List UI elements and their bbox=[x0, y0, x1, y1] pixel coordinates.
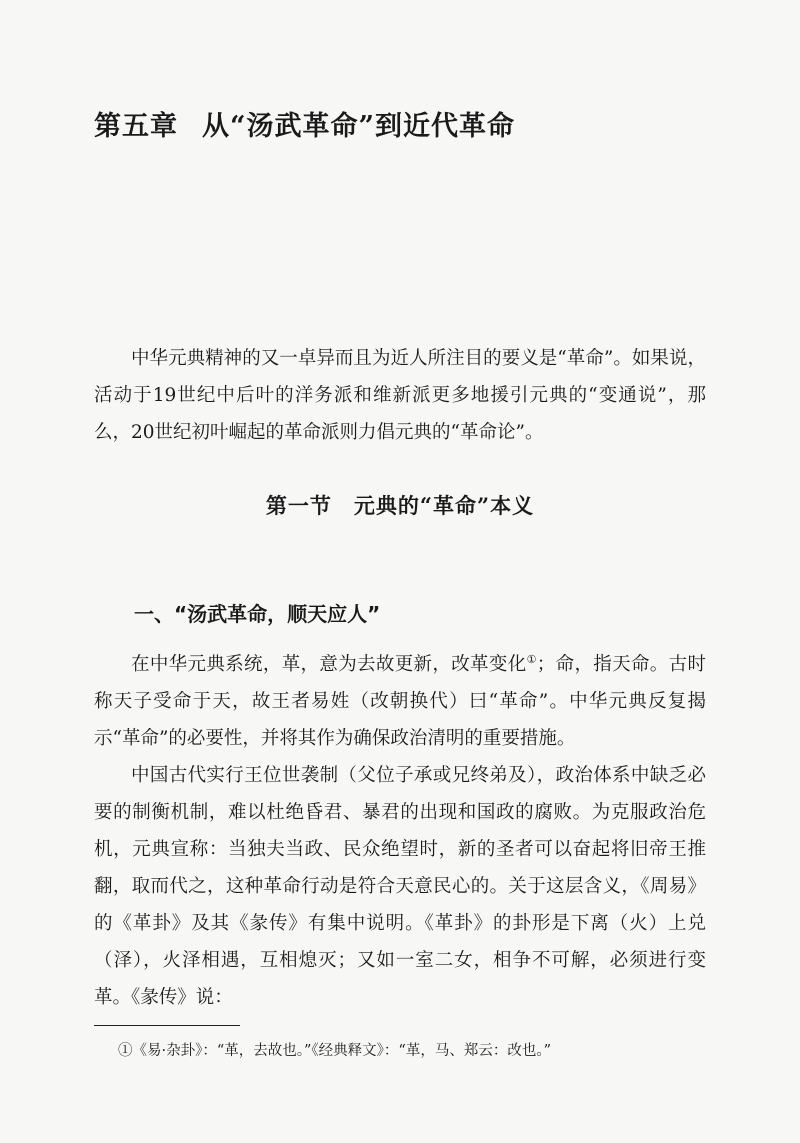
chapter-heading bbox=[94, 104, 515, 143]
chapter-title: 从“汤武革命”到近代革命 bbox=[202, 111, 516, 142]
intro-section bbox=[94, 340, 706, 451]
intro-paragraph: 中华元典精神的又一卓异而且为近人所注目的要义是“革命”。如果说，活动于19世纪中后叶的洋务派和维新派更多地援引元典的“变通说”，那么，20世纪初叶崛起的革命派则力倡元典的“革命论”。 bbox=[94, 348, 706, 443]
main-paragraph-1 bbox=[94, 646, 706, 757]
footnote: ①《易·杂卦》：“革，去故也。”《经典释文》：“革，马、郑云：改也。” bbox=[118, 1043, 552, 1059]
main-text bbox=[94, 646, 706, 1016]
chapter-number: 第五章 bbox=[94, 111, 178, 142]
subsection-heading: 一、“汤武革命，顺天应人” bbox=[134, 602, 381, 626]
section-heading bbox=[0, 490, 800, 520]
main-paragraph-2: 中国古代实行王位世袭制（父位子承或兄终弟及），政治体系中缺乏必要的制衡机制，难以杜绝昏君、暴君的出现和国政的腐败。为克服政治危机，元典宣称：当独夫当政、民众绝望时，新的圣者可以奋起将旧帝王推翻，取而代之，这种革命行动是符合天意民心的。关于这层含义，《周易》的《革卦》及其《彖传》有集中说明。《革卦》的卦形是下离（火）上兑（泽），火泽相遇，互相熄灭；又如一室二女，相争不可解，必须进行变革。《彖传》说： bbox=[94, 765, 706, 1008]
section-number: 第一节 bbox=[265, 493, 332, 518]
footnote-reference[interactable]: ① bbox=[526, 652, 537, 666]
paragraph-1-start: 在中华元典系统，革，意为去故更新，改革变化 bbox=[131, 654, 527, 675]
section-title: 元典的“革命”本义 bbox=[353, 493, 535, 518]
footnote-divider bbox=[94, 1025, 240, 1026]
paragraph-1-rest: ；命，指天命。古时称天子受命于天，故王者易姓（改朝换代）曰“革命”。中华元典反复揭示“革命”的必要性，并将其作为确保政治清明的重要措施。 bbox=[94, 654, 706, 749]
